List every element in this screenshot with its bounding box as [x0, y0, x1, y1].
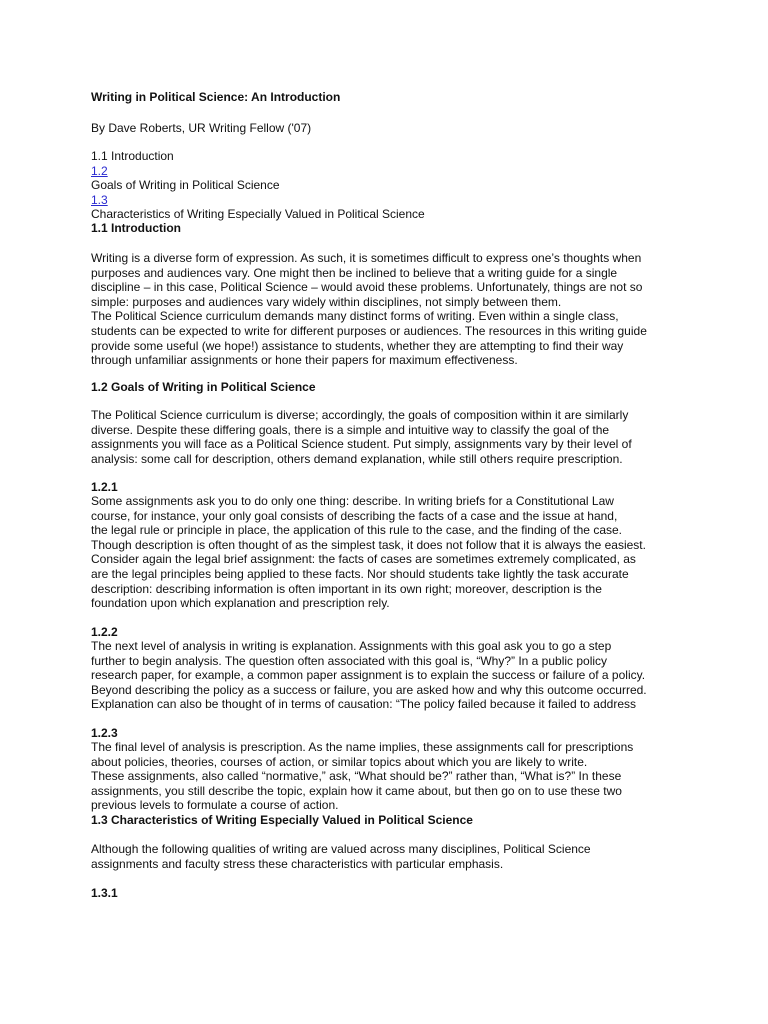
- paragraph-description: [91, 494, 646, 611]
- text-line: analysis: some call for description, others demand explanation, while still others require prescription.: [91, 451, 623, 466]
- toc-link-1-2[interactable]: 1.2: [91, 163, 108, 178]
- toc-item-goals: Goals of Writing in Political Science: [91, 178, 280, 193]
- text-line: through unfamiliar assignments or hone their papers for maximum effectiveness.: [91, 353, 518, 368]
- section-heading-1-2-3: 1.2.3: [91, 726, 118, 740]
- text-line: description: describing information is often important in its own right; moreover, description is the: [91, 581, 602, 596]
- text-line: students can be expected to write for different purposes or audiences. The resources in this writing guide: [91, 323, 647, 338]
- text-line: The final level of analysis is prescription. As the name implies, these assignments call for prescriptions: [91, 740, 634, 754]
- document-title: Writing in Political Science: An Introduction: [91, 90, 341, 104]
- text-line: further to begin analysis. The question often associated with this goal is, “Why?” In a public policy: [91, 653, 608, 668]
- text-line: course, for instance, your only goal consists of describing the facts of a case and the issue at hand,: [91, 508, 618, 523]
- text-line: These assignments, also called “normative,” ask, “What should be?” rather than, “What is?” In these: [91, 769, 622, 784]
- section-heading-1-2-2: 1.2.2: [91, 625, 118, 639]
- text-line: Some assignments ask you to do only one thing: describe. In writing briefs for a Constitutional Law: [91, 494, 614, 508]
- text-line: assignments, you still describe the topic, explain how it came about, but then go on to use these two: [91, 783, 622, 798]
- text-line: foundation upon which explanation and prescription rely.: [91, 596, 390, 611]
- text-line: research paper, for example, a common paper assignment is to explain the success or failure of a policy.: [91, 668, 646, 683]
- byline: By Dave Roberts, UR Writing Fellow ('07): [91, 121, 312, 135]
- table-of-contents: [91, 149, 425, 222]
- text-line: Though description is often thought of as the simplest task, it does not follow that it is always the easiest.: [91, 537, 646, 552]
- paragraph-prescription: [91, 740, 633, 813]
- toc-link-1-3[interactable]: 1.3: [91, 192, 108, 207]
- text-line: assignments you will face as a Political Science student. Put simply, assignments vary by their level of: [91, 437, 632, 452]
- text-line: are the legal principles being applied to these facts. Nor should students take lightly the task accurate: [91, 566, 629, 581]
- toc-item-characteristics: Characteristics of Writing Especially Valued in Political Science: [91, 207, 425, 222]
- section-heading-1-3-1: 1.3.1: [91, 886, 118, 900]
- text-line: purposes and audiences vary. One might then be inclined to believe that a writing guide for a single: [91, 265, 618, 280]
- text-line: assignments and faculty stress these characteristics with particular emphasis.: [91, 856, 504, 871]
- section-heading-1-2: 1.2 Goals of Writing in Political Science: [91, 380, 316, 394]
- paragraph-introduction: [91, 251, 647, 368]
- section-heading-1-1: 1.1 Introduction: [91, 221, 181, 235]
- text-line: provide some useful (we hope!) assistance to students, whether they are attempting to find their way: [91, 338, 624, 353]
- text-line: previous levels to formulate a course of action.: [91, 798, 339, 813]
- text-line: discipline – in this case, Political Science – would avoid these problems. Unfortunately, things are not so: [91, 280, 643, 295]
- paragraph-explanation: [91, 639, 647, 712]
- text-line: diverse. Despite these differing goals, there is a simple and intuitive way to classify the goal of the: [91, 422, 610, 437]
- text-line: about policies, theories, courses of action, or similar topics about which you are likely to write.: [91, 754, 588, 769]
- text-line: Although the following qualities of writing are valued across many disciplines, Political Science: [91, 842, 591, 856]
- text-line: The Political Science curriculum demands many distinct forms of writing. Even within a single class,: [91, 309, 619, 324]
- text-line: Consider again the legal brief assignment: the facts of cases are sometimes extremely complicated, as: [91, 552, 636, 567]
- section-heading-1-3: 1.3 Characteristics of Writing Especially Valued in Political Science: [91, 813, 473, 827]
- section-heading-1-2-1: 1.2.1: [91, 480, 118, 494]
- text-line: The next level of analysis in writing is explanation. Assignments with this goal ask you to go a step: [91, 639, 612, 653]
- text-line: the legal rule or principle in place, the application of this rule to the case, and the finding of the case.: [91, 523, 622, 538]
- text-line: Writing is a diverse form of expression. As such, it is sometimes difficult to express one’s thoughts when: [91, 251, 642, 265]
- paragraph-goals: [91, 408, 632, 466]
- text-line: The Political Science curriculum is diverse; accordingly, the goals of composition within it are similarly: [91, 408, 629, 422]
- toc-item-introduction: 1.1 Introduction: [91, 149, 174, 163]
- paragraph-characteristics: [91, 842, 591, 871]
- text-line: simple: purposes and audiences vary widely within disciplines, not simply between them.: [91, 294, 562, 309]
- text-line: Explanation can also be thought of in terms of causation: “The policy failed because it failed to address: [91, 697, 636, 712]
- text-line: Beyond describing the policy as a success or failure, you are asked how and why this outcome occurred.: [91, 682, 647, 697]
